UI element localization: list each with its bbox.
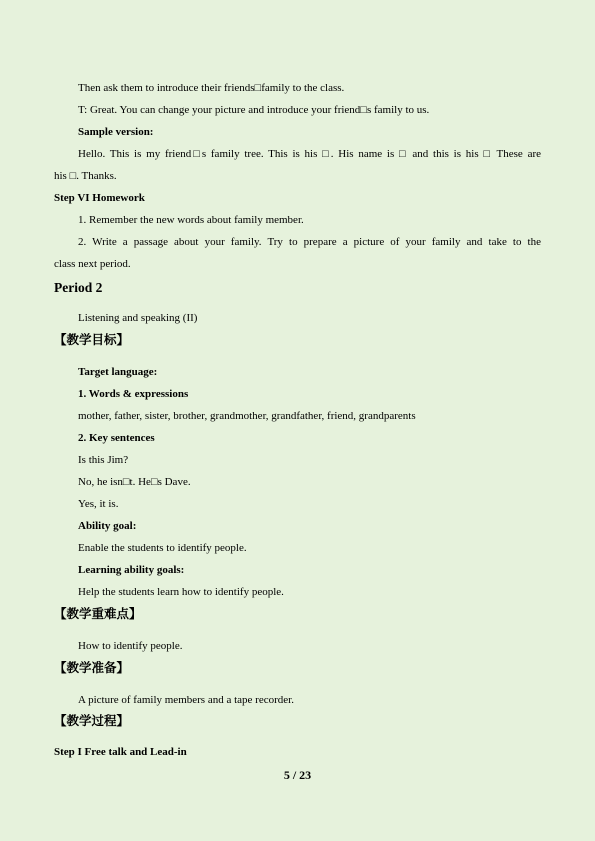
vocabulary-list: mother, father, sister, brother, grandmother, grandfather, friend, grandparents: [78, 410, 416, 422]
list-item: 1. Remember the new words about family member.: [78, 214, 304, 226]
list-item-continuation: class next period.: [54, 258, 131, 270]
section-heading-teaching-preparation: 【教学准备】: [54, 660, 130, 675]
body-text-line: A picture of family members and a tape recorder.: [78, 694, 294, 706]
body-text-line: Help the students learn how to identify people.: [78, 586, 284, 598]
body-text-line: Enable the students to identify people.: [78, 542, 247, 554]
label-words-expressions: 1. Words & expressions: [78, 388, 189, 400]
key-sentence: Is this Jim?: [78, 454, 129, 466]
step-heading-homework: Step VI Homework: [54, 192, 145, 204]
label-learning-ability-goals: Learning ability goals:: [78, 564, 185, 576]
list-item: 2. Write a passage about your family. Try to prepare a picture of your family and take to the: [78, 236, 541, 248]
key-sentence: No, he isn□t. He□s Dave.: [78, 476, 191, 488]
body-text-line: T: Great. You can change your picture and introduce your friend□s family to us.: [78, 104, 430, 116]
section-heading-key-difficult-points: 【教学重难点】: [54, 606, 142, 621]
page-number: 5 / 23: [283, 768, 312, 782]
section-heading-teaching-objectives: 【教学目标】: [54, 332, 130, 347]
label-ability-goal: Ability goal:: [78, 520, 137, 532]
section-label-sample-version: Sample version:: [78, 126, 154, 138]
body-text-line: How to identify people.: [78, 640, 183, 652]
period-title: Period 2: [54, 280, 103, 295]
body-text-line: Hello. This is my friend□s family tree. This is his □. His name is □ and this is his □ These are: [78, 148, 541, 160]
body-text-line: his □. Thanks.: [54, 170, 117, 182]
label-target-language: Target language:: [78, 366, 158, 378]
step-heading-free-talk: Step I Free talk and Lead-in: [54, 746, 187, 758]
section-heading-teaching-process: 【教学过程】: [54, 713, 130, 728]
body-text-line: Then ask them to introduce their friends□family to the class.: [78, 82, 345, 94]
lesson-subtitle: Listening and speaking (II): [78, 312, 198, 324]
label-key-sentences: 2. Key sentences: [78, 432, 155, 444]
key-sentence: Yes, it is.: [78, 498, 119, 510]
